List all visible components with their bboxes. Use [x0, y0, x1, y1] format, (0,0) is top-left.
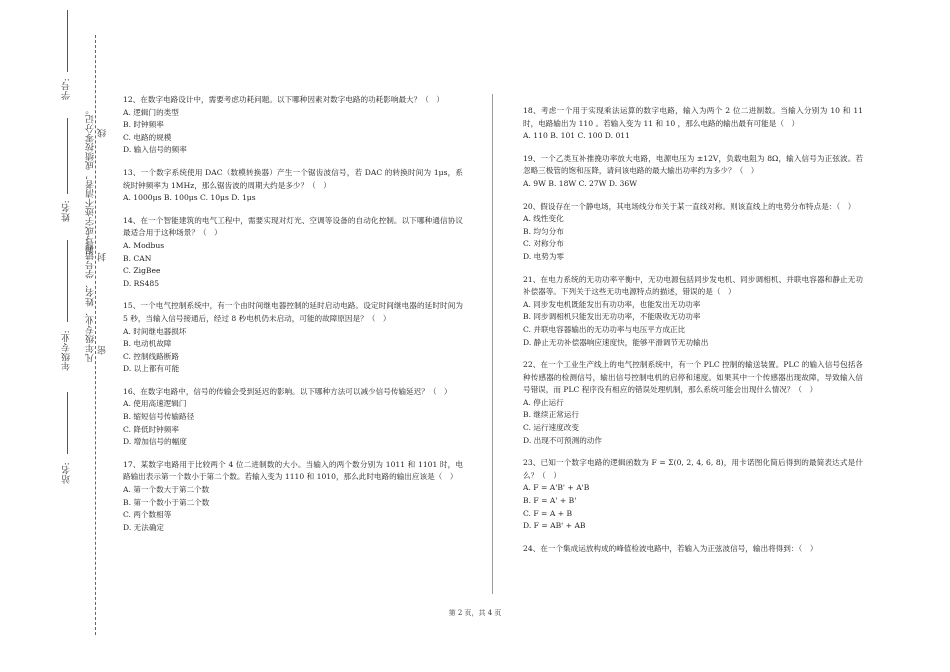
question-stem: 16、在数字电路中，信号的传输会受到延迟的影响。以下哪种方法可以减少信号传输延迟？（ ）	[123, 386, 452, 396]
option: A. 线性变化	[523, 214, 564, 224]
option: A. 同步发电机既能发出有功功率，也能发出无功功率	[523, 299, 701, 309]
option: C. 运行速度改变	[523, 423, 579, 433]
question-stem: 17、某数字电路用于比较两个 4 位二进制数的大小。当输入的两个数分别为 1011 和 1101 时，电路输出表示第一个数小于第二个数。若输入变为 1110 和 1010，那么此时电路的输出应该是（ ）	[123, 459, 463, 482]
option: B. 继续正常运行	[523, 410, 579, 420]
student-id-label: 学号:	[62, 78, 72, 100]
question-23	[523, 457, 863, 533]
option: C. 两个数相等	[123, 510, 172, 520]
option: D. 无法确定	[123, 522, 165, 532]
school-label: 站名:	[62, 462, 72, 484]
option: B. CAN	[123, 253, 152, 263]
question-stem: 12、在数字电路设计中，需要考虑功耗问题。以下哪种因素对数字电路的功耗影响最大？（ ）	[123, 95, 445, 104]
notice-text: 漏写或字迹不清者，成绩按零分记。	[86, 105, 96, 254]
name-label: 姓名:	[62, 200, 72, 222]
question-20	[523, 201, 863, 264]
question-stem: 24、在一个集成运放构成的峰值检波电路中，若输入为正弦波信号，输出将得到：（ ）	[523, 543, 818, 553]
option: C. ZigBee	[123, 266, 161, 276]
question-stem: 15、一个电气控制系统中，有一个由时间继电器控制的延时启动电路。设定时间继电器的延时时间为 5 秒，当输入信号接通后，经过 8 秒电机仍未启动，可能的故障原因是？（ ）	[123, 301, 463, 323]
option: B. 第一个数小于第二个数	[123, 497, 210, 507]
grade-line	[67, 240, 68, 322]
question-15	[123, 300, 463, 376]
option: C. F = A + B	[523, 508, 573, 518]
grade-label: 年级专业:	[62, 330, 72, 371]
school-line	[67, 392, 68, 454]
binding-margin	[0, 0, 120, 672]
question-13	[123, 167, 463, 205]
option: A. 第一个数大于第二个数	[123, 485, 210, 495]
question-stem: 19、一个乙类互补推挽功率放大电路，电源电压为 ±12V，负载电阻为 8Ω，输入信号为正弦波。若忽略三极管的饱和压降，请问该电路的最大输出功率约为多少？（ ）	[523, 153, 863, 176]
name-line	[67, 118, 68, 194]
option: D. F = AB' + AB	[523, 521, 586, 531]
fields-notice-text: 凡年级专业、姓名、学号错写、	[86, 232, 96, 363]
option: B. 均匀分布	[523, 226, 564, 236]
question-18	[523, 105, 863, 143]
option: D. 输入信号的频率	[123, 145, 187, 155]
option: C. 并联电容器输出的无功功率与电压平方成正比	[523, 324, 686, 334]
question-16	[123, 386, 463, 449]
question-12	[123, 94, 463, 157]
option: A. 停止运行	[523, 397, 564, 407]
option: D. RS485	[123, 278, 160, 288]
option: A. 逻辑门的类型	[123, 107, 179, 117]
option: C. 电路的规模	[123, 132, 172, 142]
question-stem: 13、一个数字系统使用 DAC（数模转换器）产生一个锯齿波信号，若 DAC 的转换时间为 1μs，系统时钟频率为 1MHz，那么锯齿波的周期大约是多少？（ ）	[123, 167, 463, 190]
option: D. 静止无功补偿器响应速度快，能够平滑调节无功输出	[523, 337, 709, 347]
option: D. 增加信号的幅度	[123, 437, 187, 447]
question-stem: 21、在电力系统的无功功率平衡中，无功电源包括同步发电机、同步调相机、并联电容器和静止无功补偿器等。下列关于这些无功电源特点的描述，错误的是（ ）	[523, 274, 863, 297]
student-id-line	[67, 10, 68, 72]
option: A. 9W B. 18W C. 27W D. 36W	[523, 178, 638, 188]
option: B. F = A' + B'	[523, 496, 577, 506]
question-14	[123, 215, 463, 291]
option: B. 同步调相机只能发出无功功率，不能吸收无功功率	[523, 312, 701, 322]
right-column	[523, 105, 863, 565]
question-24	[523, 543, 863, 556]
option: A. 1000μs B. 100μs C. 10μs D. 1μs	[123, 193, 256, 203]
option: D. 以上都有可能	[123, 364, 180, 374]
page-footer: 第 2 页，共 4 页	[448, 609, 502, 617]
option: B. 缩短信号传输路径	[123, 412, 195, 422]
option: D. 出现不可预测的动作	[523, 435, 602, 445]
option: D. 电势为零	[523, 251, 565, 261]
question-stem: 18、考虑一个用于实现乘法运算的数字电路，输入为两个 2 位二进制数。当输入分别为 10 和 11 时，电路输出为 110 。若输入变为 11 和 10 ，那么电路的输出最有可能是（ ）	[523, 106, 863, 128]
option: C. 对称分布	[523, 239, 564, 249]
option: A. 110 B. 101 C. 100 D. 011	[523, 131, 630, 141]
seal-bottom-mark: 密	[98, 345, 108, 355]
option: A. F = A'B' + A'B	[523, 483, 590, 493]
question-stem: 20、假设存在一个静电场，其电场线分布关于某一直线对称。则该直线上的电势分布特点是：（ ）	[523, 201, 856, 211]
option: C. 降低时钟频率	[123, 424, 179, 434]
question-stem: 22、在一个工业生产线上的电气控制系统中，有一个 PLC 控制的输送装置。PLC 的输入信号包括各种传感器的检测信号，输出信号控制电机的启停和速度。如果其中一个传感器出现故障，导致输入信号错误，而 PLC 程序没有相应的错误处理机制，那么系统可能会出现什么情况？（ ）	[523, 360, 863, 395]
question-21	[523, 274, 863, 350]
option: A. 时间继电器损坏	[123, 326, 187, 336]
column-divider	[492, 94, 493, 594]
option: C. 控制线路断路	[123, 351, 179, 361]
option: B. 时钟频率	[123, 120, 164, 130]
left-column	[123, 94, 463, 544]
question-stem: 14、在一个智能建筑的电气工程中，需要实现对灯光、空调等设备的自动化控制。以下哪种通信协议最适合用于这种场景？（ ）	[123, 215, 463, 238]
seal-line-mark: 线	[98, 128, 108, 138]
binding-dashed-line	[95, 35, 96, 635]
question-22	[523, 359, 863, 447]
question-stem: 23、已知一个数字电路的逻辑函数为 F = Σ(0, 2, 4, 6, 8)，用卡诺图化简后得到的最简表达式是什么？（ ）	[523, 458, 863, 480]
question-19	[523, 153, 863, 191]
option: A. Modbus	[123, 240, 165, 250]
question-17	[123, 459, 463, 535]
seal-top-mark: 封	[98, 252, 108, 262]
option: A. 使用高速逻辑门	[123, 399, 187, 409]
option: B. 电动机故障	[123, 339, 172, 349]
